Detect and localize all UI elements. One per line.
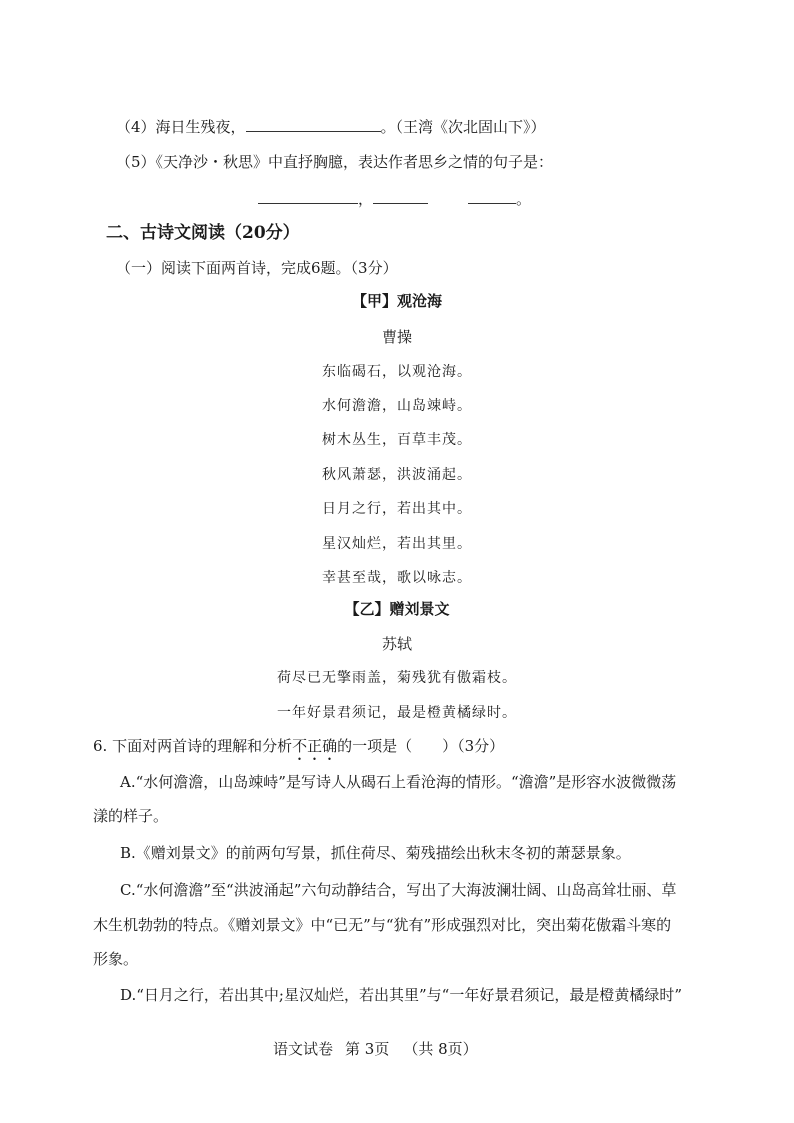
page-footer (273, 1038, 478, 1060)
option-d: D.“日月之行，若出其中;星汉灿烂，若出其里”与“一年好景君须记，最是橙黄橘绿时” (120, 986, 682, 1004)
poem-a-author: 曹操 (381, 328, 412, 346)
poem-a-line: 星汉灿烂，若出其里。 (322, 536, 472, 552)
answer-blank[interactable] (246, 117, 381, 132)
footer-subject: 语文试卷 (273, 1040, 334, 1058)
answer-blank[interactable] (258, 189, 358, 204)
poem-a-line: 水何澹澹，山岛竦峙。 (322, 398, 472, 414)
item5-text: （5）《天净沙・秋思》中直抒胸臆，表达作者思乡之情的句子是： (116, 153, 554, 171)
option-c-cont: 形象。 (93, 950, 139, 968)
option-c-cont: 木生机勃勃的特点。《赠刘景文》中“已无”与“犹有”形成强烈对比，突出菊花傲霜斗寒的 (93, 916, 672, 934)
poem-b-author: 苏轼 (381, 635, 412, 653)
item5-end: 。 (516, 190, 532, 208)
footer-total: （共 8页） (403, 1040, 478, 1058)
fill-item-4 (116, 116, 546, 138)
option-c: C.“水何澹澹”至“洪波涌起”六句动静结合，写出了大海波澜壮阔、山岛高耸壮丽、草 (120, 881, 677, 899)
poem-a-line: 幸甚至哉，歌以咏志。 (322, 570, 472, 586)
option-a-cont: 漾的样子。 (93, 807, 169, 825)
item5-sep: ， (358, 190, 374, 208)
option-a: A.“水何澹澹，山岛竦峙”是写诗人从碣石上看沧海的情形。“澹澹”是形容水波微微荡 (120, 773, 677, 791)
poem-a-line: 树木丛生，百草丰茂。 (322, 432, 472, 448)
footer-page: 第 3页 (345, 1040, 390, 1058)
option-b: B.《赠刘景文》的前两句写景，抓住荷尽、菊残描绘出秋末冬初的萧瑟景象。 (120, 844, 631, 862)
item4-prefix: （4）海日生残夜， (116, 118, 246, 136)
answer-blank[interactable] (373, 189, 428, 204)
poem-b-line: 荷尽已无擎雨盖，菊残犹有傲霜枝。 (277, 670, 517, 686)
answer-blank[interactable] (468, 189, 516, 204)
stem-emphasis: 不正确 (292, 737, 338, 755)
poem-a-line: 秋风萧瑟，洪波涌起。 (322, 467, 472, 483)
section-heading: 二、古诗文阅读（20分） (106, 223, 300, 243)
poem-b-line: 一年好景君须记，最是橙黄橘绿时。 (277, 705, 517, 721)
fill-item-5-blanks (258, 188, 531, 210)
poem-a-line: 日月之行，若出其中。 (322, 501, 472, 517)
section-subheading: （一）阅读下面两首诗，完成6题。（3分） (116, 259, 398, 277)
item4-suffix: 。（王湾《次北固山下》） (380, 118, 546, 136)
poem-b-title: 【乙】赠刘景文 (344, 600, 450, 618)
poem-a-title: 【甲】观沧海 (351, 292, 442, 310)
question-6-stem (93, 735, 504, 764)
stem-before: 6. 下面对两首诗的理解和分析 (93, 737, 293, 755)
fill-item-5 (116, 151, 553, 173)
poem-a-line: 东临碣石，以观沧海。 (322, 364, 472, 380)
stem-after: 的一项是（ ）（3分） (337, 737, 505, 755)
